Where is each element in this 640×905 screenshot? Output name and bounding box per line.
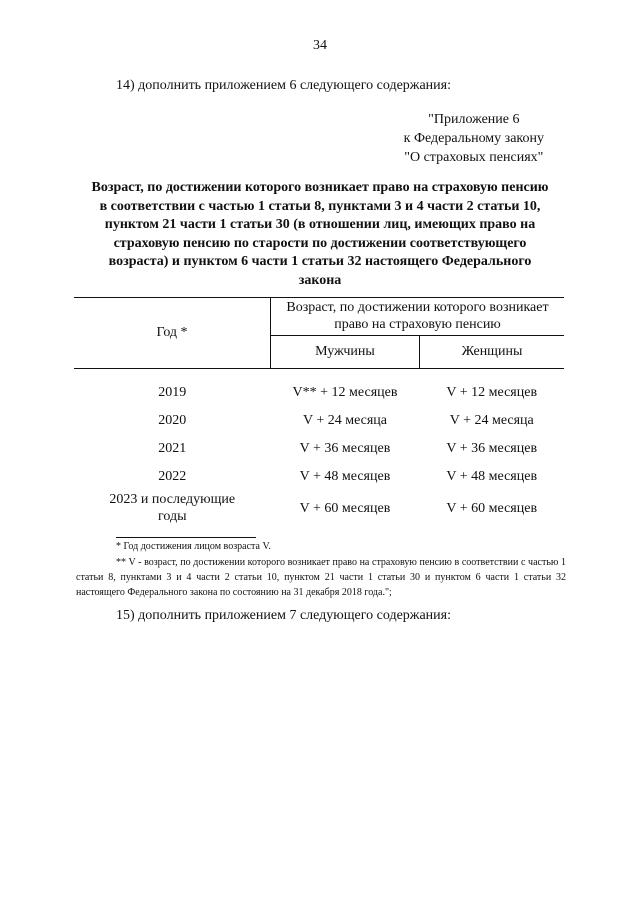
- table-row: [74, 369, 564, 408]
- cell-year-line-2: годы: [157, 509, 187, 524]
- appendix-caption-line-3: "О страховых пенсиях": [404, 150, 544, 165]
- table-row: [74, 407, 564, 435]
- cell-year: 2021: [158, 441, 187, 456]
- header-age: Возраст, по достижении которого возникает право на страховую пенсию: [271, 298, 565, 336]
- amendment-item-15: 15) дополнить приложением 7 следующего содержания:: [116, 608, 451, 623]
- cell-year: 2022: [158, 469, 187, 484]
- cell-men: V + 36 месяцев: [299, 441, 391, 456]
- footnote-divider: [116, 537, 256, 538]
- cell-women: V + 12 месяцев: [446, 385, 538, 400]
- header-men: Мужчины: [271, 335, 420, 368]
- cell-women: V + 60 месяцев: [446, 500, 538, 516]
- page-number: 34: [313, 38, 327, 53]
- appendix-caption: [404, 110, 544, 167]
- cell-men: V + 60 месяцев: [299, 500, 391, 516]
- cell-women: V + 48 месяцев: [446, 469, 538, 484]
- cell-men: V + 24 месяца: [302, 413, 388, 428]
- cell-men: V** + 12 месяцев: [292, 385, 398, 400]
- table-row: [74, 463, 564, 491]
- appendix-caption-line-2: к Федеральному закону: [403, 131, 544, 146]
- cell-women: V + 36 месяцев: [446, 441, 538, 456]
- appendix-heading: Возраст, по достижении которого возникает право на страховую пенсию в соответствии с частью 1 статьи 8, пунктами 3 и 4 части 2 статьи 10, пунктом 21 части 1 статьи 30 (в отношении лиц, имеющих право на страховую пенсию по старости по достижении соответствующего возраста) и пунктом 6 части 1 статьи 32 настоящего Федерального закона: [91, 180, 549, 288]
- cell-year: 2019: [158, 385, 187, 400]
- amendment-item-14: 14) дополнить приложением 6 следующего содержания:: [116, 78, 451, 93]
- cell-year-line-1: 2023 и последующие: [109, 492, 236, 507]
- cell-year: [74, 491, 271, 525]
- cell-men: V + 48 месяцев: [299, 469, 391, 484]
- header-women: Женщины: [420, 335, 565, 368]
- header-year: Год *: [74, 298, 271, 369]
- cell-women: V + 24 месяца: [449, 413, 534, 428]
- cell-year: 2020: [158, 413, 187, 428]
- appendix-caption-line-1: "Приложение 6: [428, 112, 520, 127]
- pension-age-table: [74, 297, 564, 525]
- footnote-2: ** V - возраст, по достижении которого возникает право на страховую пенсию в соответствии с частью 1 статьи 8, пунктами 3 и 4 части 2 статьи 10, пунктом 21 части 1 статьи 30 и пунктом 6 части 1 статьи 32 настоящего Федерального закона по состоянию на 31 декабря 2018 года.";: [76, 557, 566, 598]
- table-header-row: [74, 298, 564, 336]
- table-row: [74, 435, 564, 463]
- table-row: [74, 491, 564, 525]
- footnote-1: * Год достижения лицом возраста V.: [116, 541, 271, 552]
